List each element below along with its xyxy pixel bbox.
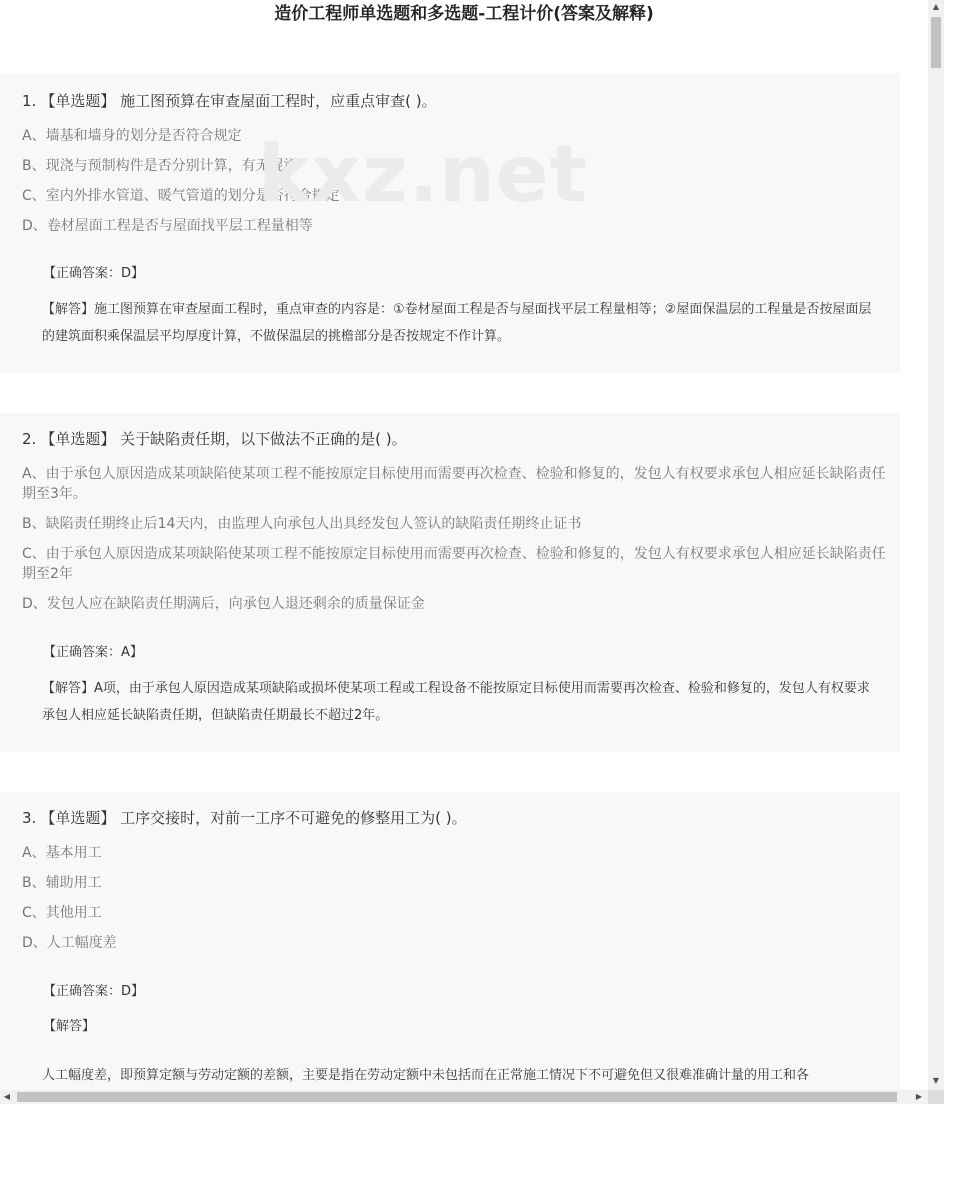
explanation-label: 【解答】 <box>43 1019 96 1034</box>
question-number: 3. <box>22 809 37 827</box>
scrollbar-corner <box>928 1090 944 1104</box>
option-d[interactable]: D、人工幅度差 <box>22 935 117 951</box>
question-type: 【单选题】 <box>40 809 116 827</box>
scroll-left-arrow-icon[interactable]: ◀ <box>3 1092 11 1101</box>
option-a[interactable]: A、墙基和墙身的划分是否符合规定 <box>22 128 242 144</box>
explanation-text: A项，由于承包人原因造成某项缺陷或损坏使某项工程或工程设备不能按原定目标使用而需要再次检查、检验和修复的，发包人有权要求承包人相应延长缺陷责任期，但缺陷责任期最长不超过2年。 <box>42 681 870 723</box>
scroll-right-arrow-icon[interactable]: ▶ <box>915 1092 923 1101</box>
question-text: 工序交接时，对前一工序不可避免的修整用工为( )。 <box>120 809 467 827</box>
explanation-label: 【解答】 <box>42 302 95 317</box>
vertical-scroll-thumb[interactable] <box>931 17 941 68</box>
option-b[interactable]: B、缺陷责任期终止后14天内，由监理人向承包人出具经发包人签认的缺陷责任期终止证书 <box>22 516 582 532</box>
question-type: 【单选题】 <box>40 430 116 448</box>
page-title: 造价工程师单选题和多选题-工程计价(答案及解释) <box>274 4 654 24</box>
question-type: 【单选题】 <box>40 92 116 110</box>
option-c[interactable]: C、室内外排水管道、暖气管道的划分是否符合规定 <box>22 188 340 204</box>
option-c[interactable]: C、由于承包人原因造成某项缺陷使某项工程不能按原定目标使用而需要再次检查、检验和修复的，发包人有权要求承包人相应延长缺陷责任期至2年 <box>22 546 886 582</box>
explanation-text: 施工图预算在审查屋面工程时，重点审查的内容是：①卷材屋面工程是否与屋面找平层工程量相等；②屋面保温层的工程量是否按屋面层的建筑面积乘保温层平均厚度计算，不做保温层的挑檐部分是否按规定不作计算。 <box>42 302 872 344</box>
question-text: 关于缺陷责任期，以下做法不正确的是( )。 <box>120 430 407 448</box>
option-d[interactable]: D、发包人应在缺陷责任期满后，向承包人退还剩余的质量保证金 <box>22 596 425 612</box>
question-card-2 <box>0 413 900 752</box>
question-text: 施工图预算在审查屋面工程时，应重点审查( )。 <box>120 92 437 110</box>
question-card-1 <box>0 73 900 373</box>
explanation <box>42 296 872 350</box>
question-stem <box>22 91 437 111</box>
correct-answer: 【正确答案：D】 <box>43 266 145 281</box>
option-b[interactable]: B、辅助用工 <box>22 875 102 891</box>
question-stem <box>22 429 407 449</box>
question-card-3 <box>0 792 900 1090</box>
option-a[interactable]: A、由于承包人原因造成某项缺陷使某项工程不能按原定目标使用而需要再次检查、检验和修复的，发包人有权要求承包人相应延长缺陷责任期至3年。 <box>22 466 886 502</box>
scroll-up-arrow-icon[interactable]: ▲ <box>932 2 940 11</box>
question-number: 1. <box>22 92 37 110</box>
horizontal-scroll-thumb[interactable] <box>17 1092 897 1102</box>
explanation-label: 【解答】 <box>42 681 95 696</box>
explanation <box>42 675 872 729</box>
correct-answer: 【正确答案：A】 <box>43 645 143 660</box>
vertical-scrollbar[interactable] <box>928 0 944 1090</box>
option-b[interactable]: B、现浇与预制构件是否分别计算，有无混淆 <box>22 158 298 174</box>
option-a[interactable]: A、基本用工 <box>22 845 102 861</box>
scroll-down-arrow-icon[interactable]: ▼ <box>932 1076 940 1085</box>
option-d[interactable]: D、卷材屋面工程是否与屋面找平层工程量相等 <box>22 218 313 234</box>
correct-answer: 【正确答案：D】 <box>43 984 145 999</box>
question-number: 2. <box>22 430 37 448</box>
question-stem <box>22 808 467 828</box>
explanation-text: 人工幅度差，即预算定额与劳动定额的差额，主要是指在劳动定额中未包括而在正常施工情况下不可避免但又很难准确计量的用工和各 <box>42 1068 810 1083</box>
option-c[interactable]: C、其他用工 <box>22 905 102 921</box>
horizontal-scrollbar[interactable] <box>0 1090 928 1104</box>
watermark: kxz.net <box>258 130 588 220</box>
